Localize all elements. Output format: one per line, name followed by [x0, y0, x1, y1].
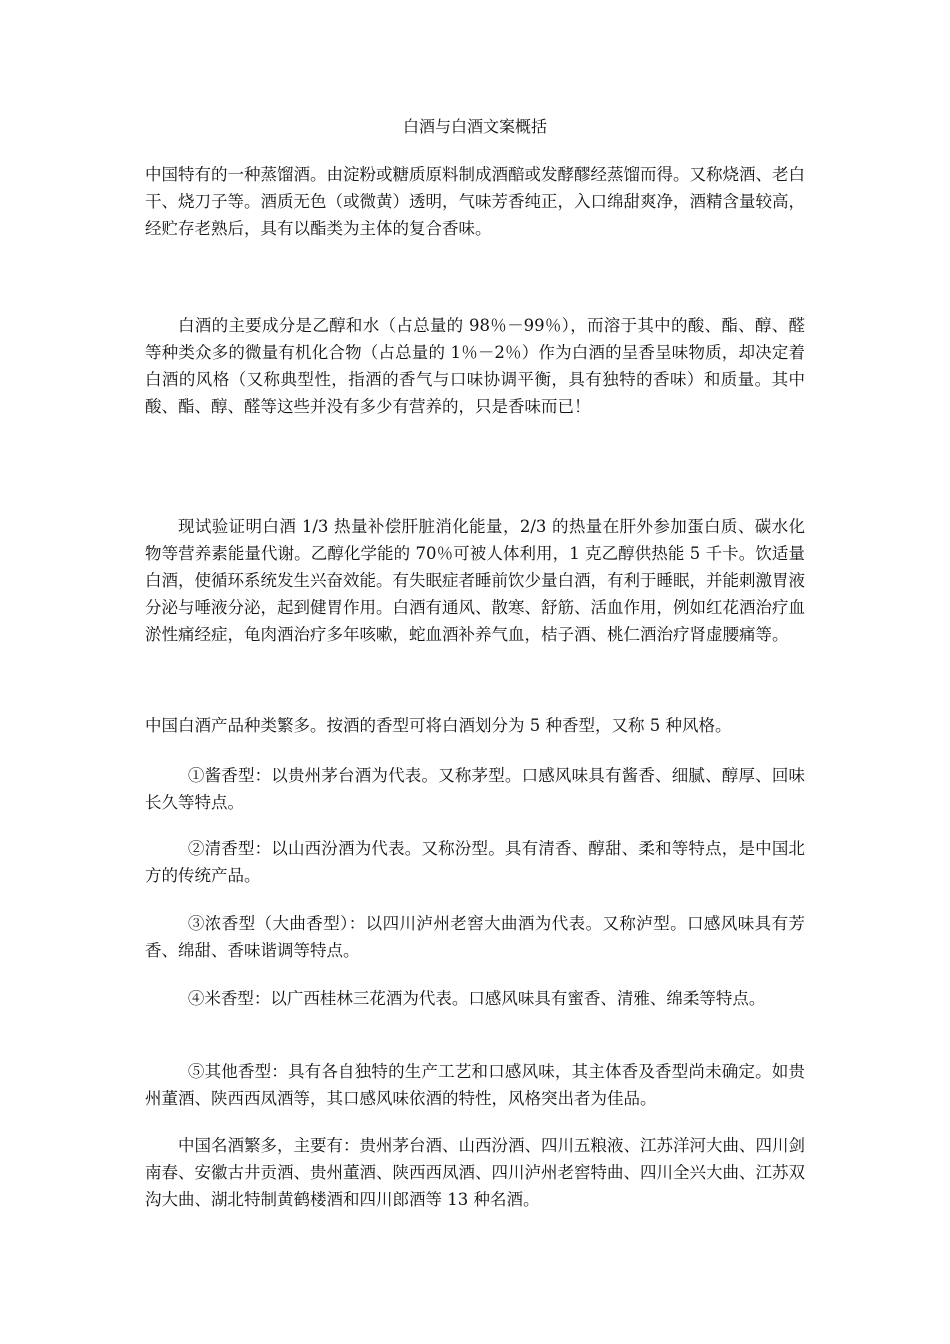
paragraph-strong-aroma: ③浓香型（大曲香型）：以四川泸州老窖大曲酒为代表。又称泸型。口感风味具有芳香、绵甜、香味谐调等特点。: [145, 914, 805, 960]
document-title: 白酒与白酒文案概括: [402, 117, 547, 136]
paragraph-aroma-types: 中国白酒产品种类繁多。按酒的香型可将白酒划分为 5 种香型，又称 5 种风格。: [145, 716, 732, 735]
paragraph-sauce-aroma: ①酱香型：以贵州茅台酒为代表。又称茅型。口感风味具有酱香、细腻、醇厚、回味长久等特点。: [145, 766, 805, 812]
paragraph-composition: 白酒的主要成分是乙醇和水（占总量的 98％－99％），而溶于其中的酸、酯、醇、醛等种类众多的微量有机化合物（占总量的 1％－2％）作为白酒的呈香呈味物质，却决定着白酒的风格（又称典型性，指酒的香气与口味协调平衡，具有独特的香味）和质量。其中酸、酯、醇、醛等这些并没有多少有营养的，只是香味而已！: [145, 316, 805, 416]
paragraph-light-aroma: ②清香型：以山西汾酒为代表。又称汾型。具有清香、醇甜、柔和等特点，是中国北方的传统产品。: [145, 839, 805, 885]
paragraph-intro: 中国特有的一种蒸馏酒。由淀粉或糖质原料制成酒醅或发酵醪经蒸馏而得。又称烧酒、老白干、烧刀子等。酒质无色（或微黄）透明，气味芳香纯正，入口绵甜爽净，酒精含量较高，经贮存老熟后，具有以酯类为主体的复合香味。: [145, 165, 805, 238]
paragraph-famous-liquors: 中国名酒繁多，主要有：贵州茅台酒、山西汾酒、四川五粮液、江苏洋河大曲、四川剑南春、安徽古井贡酒、贵州董酒、陕西西凤酒、四川泸州老窖特曲、四川全兴大曲、江苏双沟大曲、湖北特制黄鹤楼酒和四川郎酒等 13 种名酒。: [145, 1136, 805, 1209]
paragraph-health: 现试验证明白酒 1/3 热量补偿肝脏消化能量，2/3 的热量在肝外参加蛋白质、碳水化物等营养素能量代谢。乙醇化学能的 70％可被人体利用，1 克乙醇供热能 5 千卡。饮适量白酒，使循环系统发生兴奋效能。有失眠症者睡前饮少量白酒，有利于睡眠，并能刺激胃液分泌与唾液分泌，起到健胃作用。白酒有通风、散寒、舒筋、活血作用，例如红花酒治疗血淤性痛经症，龟肉酒治疗多年咳嗽，蛇血酒补养气血，桔子酒、桃仁酒治疗肾虚腰痛等。: [145, 517, 805, 644]
paragraph-rice-aroma: ④米香型：以广西桂林三花酒为代表。口感风味具有蜜香、清雅、绵柔等特点。: [187, 989, 766, 1008]
paragraph-other-aroma: ⑤其他香型：具有各自独特的生产工艺和口感风味，其主体香及香型尚未确定。如贵州董酒、陕西西凤酒等，其口感风味依酒的特性，风格突出者为佳品。: [145, 1062, 805, 1108]
